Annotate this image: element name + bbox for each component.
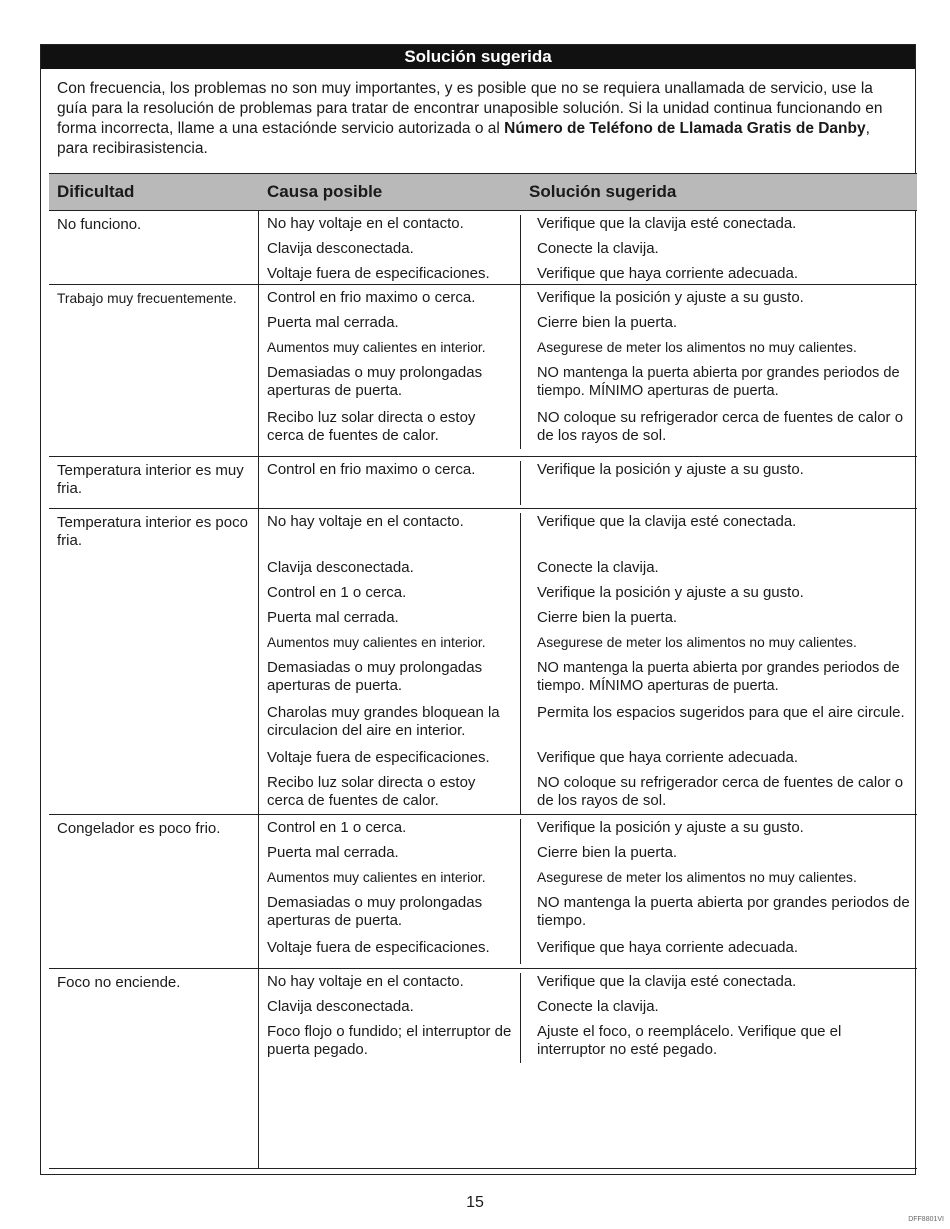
cause-cell: Control en 1 o cerca. bbox=[259, 819, 521, 844]
cause-solution-pair bbox=[259, 461, 917, 505]
header-solution: Solución sugerida bbox=[529, 182, 677, 201]
solution-cell: Verifique que la clavija esté conectada. bbox=[537, 215, 797, 232]
intro-text-end: , para recibirasistencia. bbox=[57, 120, 870, 157]
cause-solution-pair bbox=[259, 998, 917, 1023]
cause-cell: No hay voltaje en el contacto. bbox=[259, 215, 521, 240]
difficulty-cell: No funciono. bbox=[49, 211, 259, 284]
cause-solution-group bbox=[259, 211, 917, 284]
cause-cell: Charolas muy grandes bloquean la circulacion del aire en interior. bbox=[259, 704, 521, 749]
solution-cell: NO mantenga la puerta abierta por grandes periodos de tiempo. bbox=[537, 894, 910, 929]
cause-cell: No hay voltaje en el contacto. bbox=[259, 513, 521, 559]
header-cause: Causa posible bbox=[267, 182, 383, 201]
difficulty-cell: Trabajo muy frecuentemente. bbox=[49, 285, 259, 456]
table-header bbox=[49, 173, 917, 211]
solution-cell: Ajuste el foco, o reemplácelo. Verifique que el interruptor no esté pegado. bbox=[537, 1023, 842, 1058]
table-row bbox=[49, 969, 917, 1169]
cause-cell: Voltaje fuera de especificaciones. bbox=[259, 939, 521, 964]
solution-cell: NO mantenga la puerta abierta por grandes periodos de tiempo. MÍNIMO aperturas de puerta. bbox=[537, 365, 900, 399]
cause-solution-pair bbox=[259, 659, 917, 704]
cause-solution-pair bbox=[259, 513, 917, 559]
cause-solution-pair bbox=[259, 364, 917, 409]
table-row bbox=[49, 211, 917, 285]
cause-cell: Control en frio maximo o cerca. bbox=[259, 289, 521, 314]
cause-solution-group bbox=[259, 815, 917, 968]
solution-cell: Cierre bien la puerta. bbox=[537, 844, 678, 861]
solution-cell: Permita los espacios sugeridos para que el aire circule. bbox=[537, 704, 905, 721]
cause-solution-pair bbox=[259, 339, 917, 364]
troubleshooting-table bbox=[49, 173, 917, 1169]
cause-cell: Clavija desconectada. bbox=[259, 998, 521, 1023]
cause-solution-pair bbox=[259, 894, 917, 939]
solution-cell: Cierre bien la puerta. bbox=[537, 609, 678, 626]
solution-cell: Verifique la posición y ajuste a su gusto. bbox=[537, 461, 804, 478]
cause-cell: Demasiadas o muy prolongadas aperturas de puerta. bbox=[259, 364, 521, 409]
cause-solution-pair bbox=[259, 289, 917, 314]
table-row bbox=[49, 285, 917, 457]
cause-solution-pair bbox=[259, 634, 917, 659]
solution-cell: Verifique que la clavija esté conectada. bbox=[537, 513, 797, 530]
cause-cell: Voltaje fuera de especificaciones. bbox=[259, 749, 521, 774]
table-body bbox=[49, 211, 917, 1169]
difficulty-cell: Temperatura interior es poco fria. bbox=[49, 509, 259, 814]
cause-cell: Clavija desconectada. bbox=[259, 559, 521, 584]
cause-solution-pair bbox=[259, 409, 917, 449]
cause-cell: Puerta mal cerrada. bbox=[259, 609, 521, 634]
cause-solution-group bbox=[259, 457, 917, 508]
cause-cell: Clavija desconectada. bbox=[259, 240, 521, 265]
cause-solution-pair bbox=[259, 314, 917, 339]
cause-cell: Aumentos muy calientes en interior. bbox=[259, 339, 521, 364]
cause-cell: Puerta mal cerrada. bbox=[259, 314, 521, 339]
cause-solution-group bbox=[259, 509, 917, 814]
page-number: 15 bbox=[466, 1194, 484, 1211]
solution-cell: Verifique que haya corriente adecuada. bbox=[537, 265, 799, 282]
cause-solution-group bbox=[259, 969, 917, 1168]
cause-cell: Aumentos muy calientes en interior. bbox=[259, 634, 521, 659]
cause-cell: Demasiadas o muy prolongadas aperturas de puerta. bbox=[259, 894, 521, 939]
cause-solution-pair bbox=[259, 215, 917, 240]
cause-solution-pair bbox=[259, 240, 917, 265]
cause-cell: Aumentos muy calientes en interior. bbox=[259, 869, 521, 894]
cause-solution-pair bbox=[259, 704, 917, 749]
cause-solution-pair bbox=[259, 609, 917, 634]
cause-cell: Voltaje fuera de especificaciones. bbox=[259, 265, 521, 289]
difficulty-cell: Temperatura interior es muy fria. bbox=[49, 457, 259, 508]
solution-cell: Verifique que haya corriente adecuada. bbox=[537, 939, 799, 956]
solution-cell: Asegurese de meter los alimentos no muy calientes. bbox=[537, 340, 857, 355]
troubleshooting-frame bbox=[40, 44, 916, 1175]
cause-solution-pair bbox=[259, 844, 917, 869]
cause-solution-group bbox=[259, 285, 917, 456]
cause-cell: Puerta mal cerrada. bbox=[259, 844, 521, 869]
cause-solution-pair bbox=[259, 559, 917, 584]
difficulty-cell: Foco no enciende. bbox=[49, 969, 259, 1168]
intro-text: Con frecuencia, los problemas no son muy importantes, y es posible que no se requiera unallamada de servicio, use la guía para la resolución de problemas para tratar de encontrar unaposible solución. Si la unidad continua funcionando en forma incorrecta, llame a una estaciónde servicio autorizada o al bbox=[57, 80, 883, 137]
cause-cell: Control en 1 o cerca. bbox=[259, 584, 521, 609]
solution-cell: NO mantenga la puerta abierta por grandes periodos de tiempo. MÍNIMO aperturas de puerta. bbox=[537, 660, 900, 694]
table-row bbox=[49, 815, 917, 969]
intro-bold-text: Número de Teléfono de Llamada Gratis de Danby bbox=[504, 120, 866, 137]
cause-solution-pair bbox=[259, 749, 917, 774]
cause-solution-pair bbox=[259, 869, 917, 894]
document-code: DFF8801VI bbox=[908, 1216, 944, 1223]
cause-cell: Foco flojo o fundido; el interruptor de puerta pegado. bbox=[259, 1023, 521, 1063]
cause-cell: Demasiadas o muy prolongadas aperturas de puerta. bbox=[259, 659, 521, 704]
solution-cell: Cierre bien la puerta. bbox=[537, 314, 678, 331]
solution-cell: Verifique la posición y ajuste a su gusto. bbox=[537, 289, 804, 306]
solution-cell: Verifique que la clavija esté conectada. bbox=[537, 973, 797, 990]
solution-cell: Asegurese de meter los alimentos no muy calientes. bbox=[537, 635, 857, 650]
solution-cell: NO coloque su refrigerador cerca de fuentes de calor o de los rayos de sol. bbox=[537, 409, 904, 444]
cause-solution-pair bbox=[259, 774, 917, 815]
cause-solution-pair bbox=[259, 819, 917, 844]
solution-cell: Verifique la posición y ajuste a su gusto. bbox=[537, 819, 804, 836]
solution-cell: NO coloque su refrigerador cerca de fuentes de calor o de los rayos de sol. bbox=[537, 774, 904, 809]
cause-solution-pair bbox=[259, 973, 917, 998]
cause-cell: Recibo luz solar directa o estoy cerca de fuentes de calor. bbox=[259, 774, 521, 815]
difficulty-cell: Congelador es poco frio. bbox=[49, 815, 259, 968]
section-title: Solución sugerida bbox=[41, 45, 915, 69]
cause-cell: Control en frio maximo o cerca. bbox=[259, 461, 521, 505]
cause-solution-pair bbox=[259, 939, 917, 964]
cause-solution-pair bbox=[259, 1023, 917, 1063]
solution-cell: Conecte la clavija. bbox=[537, 559, 659, 576]
table-row bbox=[49, 457, 917, 509]
solution-cell: Conecte la clavija. bbox=[537, 998, 659, 1015]
header-difficulty: Dificultad bbox=[57, 182, 135, 201]
cause-cell: No hay voltaje en el contacto. bbox=[259, 973, 521, 998]
table-row bbox=[49, 509, 917, 815]
solution-cell: Verifique la posición y ajuste a su gusto. bbox=[537, 584, 804, 601]
cause-cell: Recibo luz solar directa o estoy cerca de fuentes de calor. bbox=[259, 409, 521, 449]
cause-solution-pair bbox=[259, 584, 917, 609]
solution-cell: Asegurese de meter los alimentos no muy calientes. bbox=[537, 870, 857, 885]
solution-cell: Conecte la clavija. bbox=[537, 240, 659, 257]
solution-cell: Verifique que haya corriente adecuada. bbox=[537, 749, 799, 766]
